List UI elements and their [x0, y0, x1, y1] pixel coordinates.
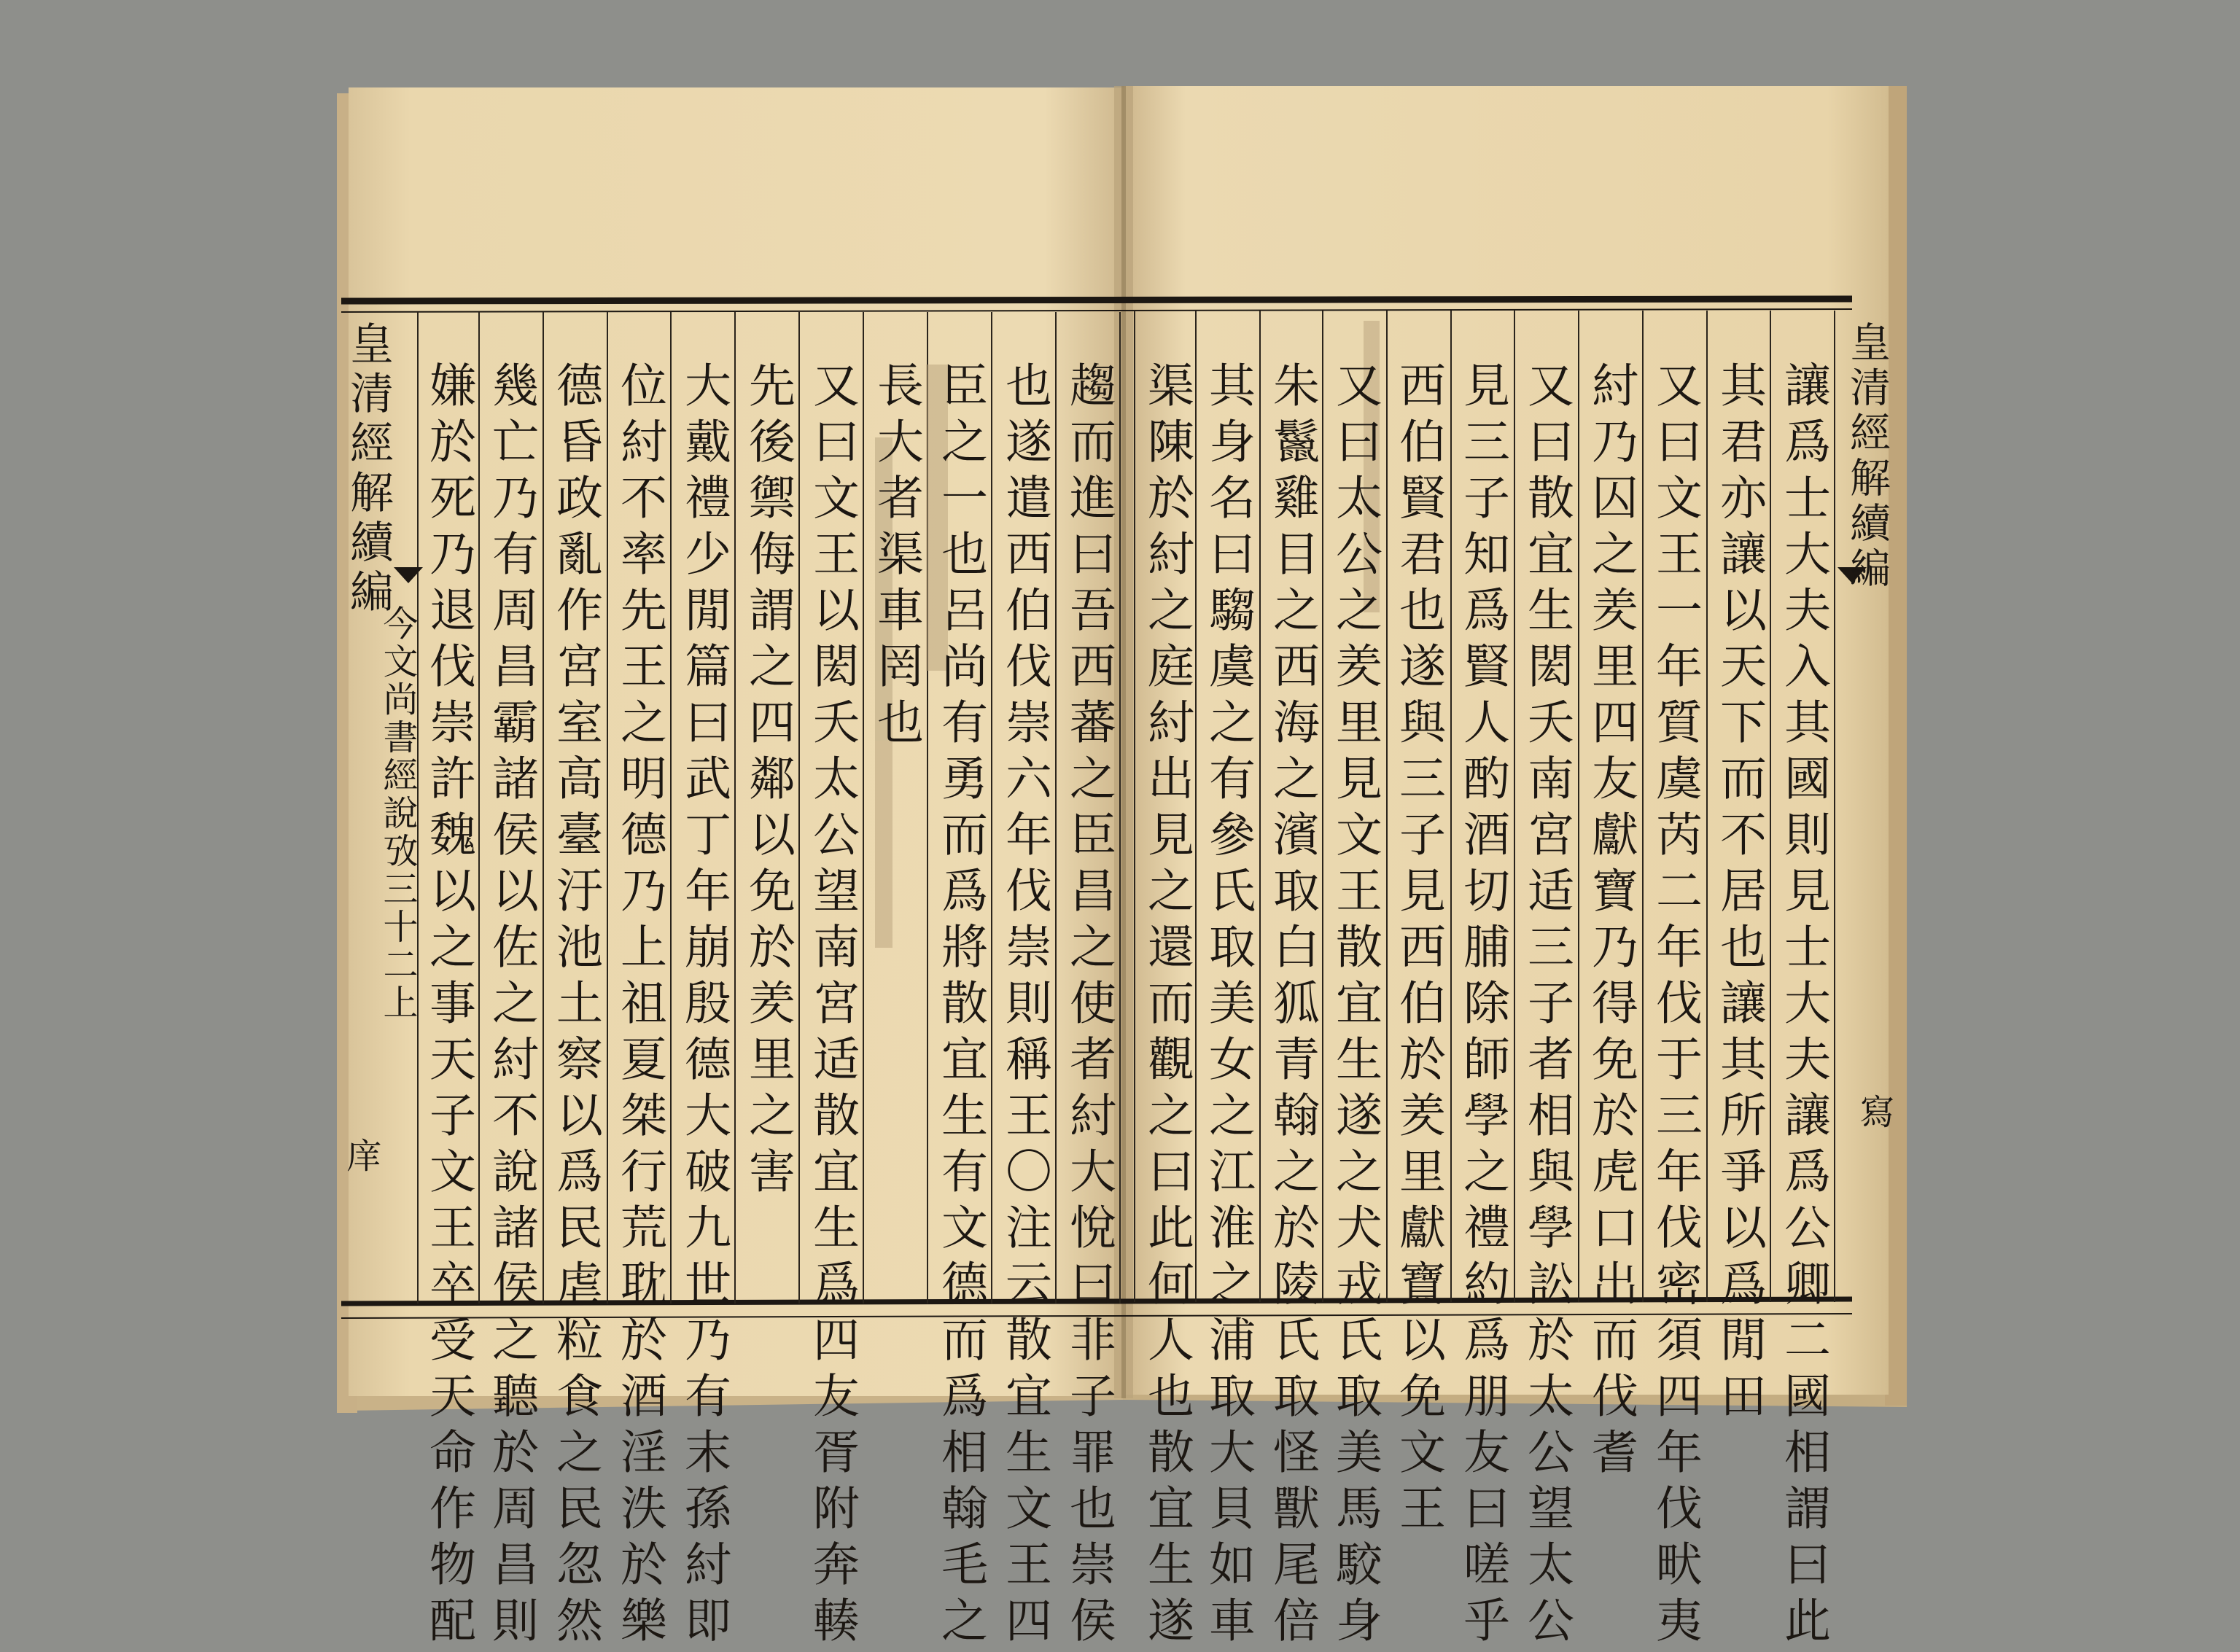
right-text-column-10: 其身名曰騶虞之有參氏取美女之江淮之浦取大貝如車 [1201, 361, 1255, 1652]
right-text-column-1: 讓爲士大夫入其國則見士大夫讓爲公卿二國相謂曰此 [1776, 361, 1830, 1652]
left-text-column-9: 德昏政亂作宮室高臺汙池土察以爲民虐粒食之民忽然 [548, 361, 602, 1652]
right-margin-mark: 寫 [1854, 1094, 1894, 1129]
left-margin-mark: 庠 [341, 1137, 381, 1172]
left-text-column-1: 趨而進曰吾西蕃之臣昌之使者紂大悅曰非子罪也崇侯 [1062, 361, 1116, 1652]
left-margin-subtitle: 今文尚書經說攷三十二上 [377, 605, 418, 1022]
right-text-column-7: 西伯賢君也遂與三子見西伯於羑里獻寶以免文王 [1391, 361, 1445, 1540]
right-margin-title: 皇清經解續編 [1843, 321, 1891, 592]
left-text-column-2: 也遂遣西伯伐崇六年伐崇則稱王〇注云散宜生文王四 [998, 361, 1051, 1652]
right-text-column-6: 見三子知爲賢人酌酒切脯除師學之禮約爲朋友曰嗟乎 [1455, 361, 1509, 1652]
left-text-column-4: 長大者渠車罔也 [869, 361, 923, 754]
left-text-column-7: 大戴禮少閒篇曰武丁年崩殷德大破九世乃有末孫紂即 [677, 361, 731, 1652]
right-text-column-2: 其君亦讓以天下而不居也讓其所爭以爲閒田 [1712, 361, 1766, 1427]
left-text-column-3: 臣之一也呂尚有勇而爲將散宜生有文德而爲相翰毛之 [933, 361, 987, 1652]
left-text-column-11: 嫌於死乃退伐崇許魏以之事天子文王卒受天命作物配 [421, 361, 475, 1652]
left-text-column-6: 先後禦侮謂之四鄰以免於羑里之害 [741, 361, 795, 1203]
right-text-column-5: 又曰散宜生閎夭南宮适三子者相與學訟於太公望太公 [1520, 361, 1574, 1652]
left-text-column-10: 幾亡乃有周昌霸諸侯以佐之紂不說諸侯之聽於周昌則 [484, 361, 538, 1652]
left-margin-title: 皇清經解續編 [343, 321, 394, 618]
left-text-column-5: 又曰文王以閎夭太公望南宮适散宜生爲四友胥附奔輳 [805, 361, 859, 1652]
right-text-column-11: 渠陳於紂之庭紂出見之還而觀之曰此何人也散宜生遂 [1140, 361, 1194, 1652]
right-text-column-8: 又曰太公之羑里見文王散宜生遂之犬戎氏取美馬駮身 [1328, 361, 1382, 1652]
right-text-column-9: 朱鬣雞目之西海之濱取白狐青翰之於陵氏取怪獸尾倍 [1265, 361, 1319, 1652]
left-text-column-8: 位紂不率先王之明德乃上祖夏桀行荒耽於酒淫泆於樂 [612, 361, 666, 1652]
right-text-column-4: 紂乃囚之羑里四友獻寶乃得免於虎口出而伐耆 [1584, 361, 1638, 1484]
right-text-column-3: 又曰文王一年質虞芮二年伐于三年伐密須四年伐畎夷 [1648, 361, 1702, 1652]
